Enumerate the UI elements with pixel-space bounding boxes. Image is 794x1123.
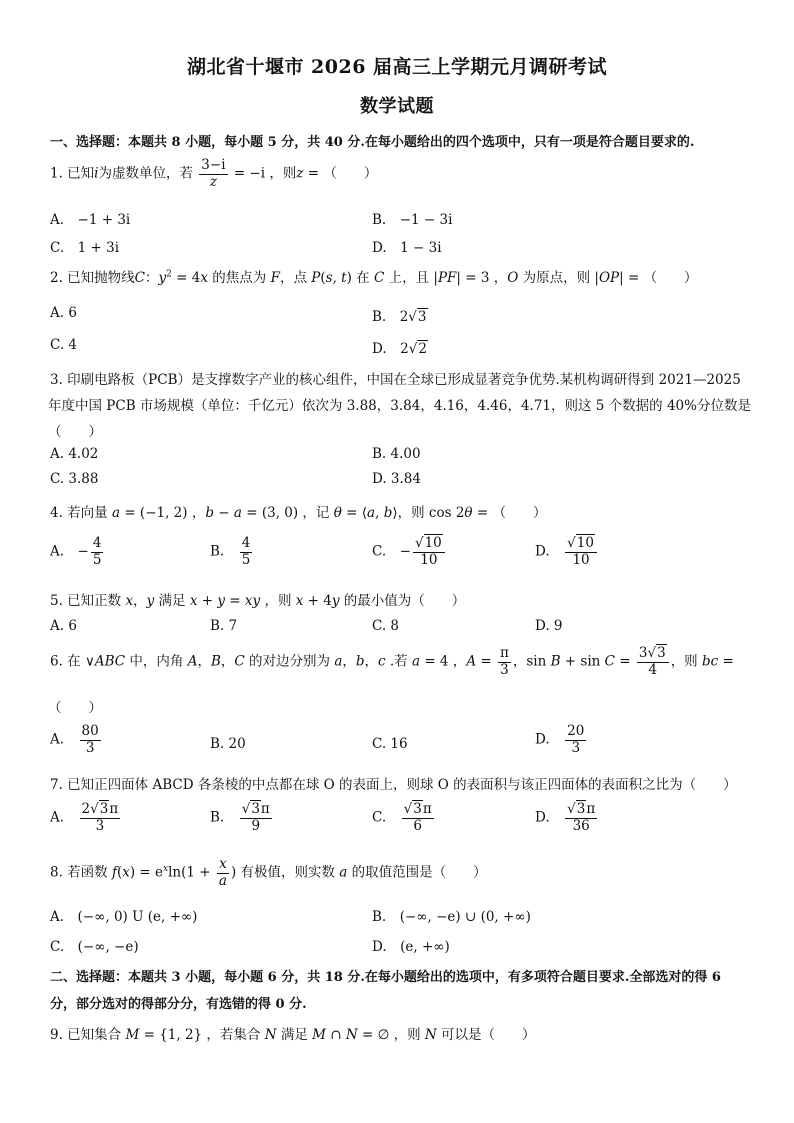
q7-option-d: D. $\frac{√3\pi}{36}$ — [535, 801, 596, 834]
document-title: 湖北省十堰市 2026 届高三上学期元月调研考试 — [186, 56, 608, 78]
q3-option-a: A. 4.02 — [50, 446, 99, 462]
q1-option-b: B. −1 − 3i — [372, 212, 453, 228]
question-9: 9. 已知集合 M = {1, 2} ，若集合 N 满足 M ∩ N = ∅ ，则 N 可以是（ ） — [50, 1027, 536, 1043]
q8-option-c: C. (−∞, −e) — [50, 939, 139, 955]
q5-option-c: C. 8 — [372, 618, 400, 634]
q4-option-c: C. − $\frac{√10}{10}$ — [372, 536, 447, 568]
question-4: 4. 若向量 a = (−1, 2) ，b − a = (3, 0) ，记 θ = ⟨a, b⟩，则 cos 2θ = （ ） — [50, 505, 547, 521]
q7-option-b: B. $\frac{√3\pi}{9}$ — [210, 801, 270, 834]
q5-option-b: B. 7 — [210, 618, 238, 634]
q7-option-c: C. $\frac{√3\pi}{6}$ — [372, 801, 432, 834]
q3-option-d: D. 3.84 — [372, 471, 421, 487]
question-3-line-1: 3. 印刷电路板（PCB）是支撑数字产业的核心组件，中国在全球已形成显著竞争优势.某机构调研得到 2021—2025 — [50, 372, 741, 388]
question-6-line-2: （ ） — [48, 700, 102, 716]
q6-option-c: C. 16 — [372, 736, 408, 752]
document-subtitle: 数学试题 — [360, 96, 434, 117]
q7-option-a: A. $\frac{2√3\pi}{3}$ — [50, 801, 119, 834]
q8-option-b: B. (−∞, −e) ∪ (0, +∞) — [372, 909, 531, 925]
q8-option-d: D. (e, +∞) — [372, 939, 450, 955]
q4-option-a: A. − $\frac{4}{5}$ — [50, 535, 102, 568]
question-7: 7. 已知正四面体 ABCD 各条棱的中点都在球 O 的表面上，则球 O 的表面积与该正四面体的表面积之比为（ ） — [50, 777, 737, 793]
q3-option-b: B. 4.00 — [372, 446, 421, 462]
q3-option-c: C. 3.88 — [50, 471, 99, 487]
question-3-line-3: （ ） — [48, 424, 102, 440]
question-5: 5. 已知正数 x，y 满足 x + y = xy ，则 x + 4y 的最小值为（ ） — [50, 593, 466, 609]
question-6: 6. 在 ∨ABC 中，内角 A，B，C 的对边分别为 a，b，c .若 a = 4 ，A = $\frac{\pi}{3}$ ，sin B + sin C = $\frac{3√3}{4}$ ，则 bc = — [50, 645, 734, 678]
question-8: 8. 若函数 $f(x) = e^x\ln(1$ + $\frac{x}{a}$ ) 有极值，则实数 a 的取值范围是（ ） — [50, 856, 487, 889]
q5-option-d: D. 9 — [535, 618, 563, 634]
q1-fraction: $\frac{3-i}{z}$ — [201, 157, 226, 190]
q1-option-d: D. 1 − 3i — [372, 240, 442, 256]
q6-option-d: D. $\frac{20}{3}$ — [535, 723, 585, 756]
q2-option-b: B. 2√3 — [372, 309, 427, 325]
q1-option-a: A. −1 + 3i — [50, 212, 131, 228]
q4-option-d: D. $\frac{√10}{10}$ — [535, 536, 599, 568]
question-2: 2. 已知抛物线C：$y^2 = 4x$ 的焦点为 F，点 P(s, t) 在 C 上，且 |PF| = 3 ，O 为原点，则 |OP| = （ ） — [50, 269, 698, 286]
q2-option-c: C. 4 — [50, 337, 78, 353]
q8-option-a: A. (−∞, 0) U (e, +∞) — [50, 909, 198, 925]
question-1: 1. 已知i为虚数单位，若 $\frac{3-i}{z}$ = −i ，则z = （ ） — [50, 157, 378, 190]
q6-option-b: B. 20 — [210, 736, 246, 752]
q2-option-a: A. 6 — [50, 305, 77, 321]
q2-option-d: D. 2√2 — [372, 341, 427, 357]
q1-option-c: C. 1 + 3i — [50, 240, 120, 256]
question-3-line-2: 年度中国 PCB 市场规模（单位：千亿元）依次为 3.88，3.84，4.16，4.46，4.71，则这 5 个数据的 40%分位数是 — [48, 398, 751, 414]
q5-option-a: A. 6 — [50, 618, 77, 634]
q4-option-b: B. $\frac{4}{5}$ — [210, 535, 251, 568]
section-1-header: 一、选择题：本题共 8 小题，每小题 5 分，共 40 分.在每小题给出的四个选项中，只有一项是符合题目要求的. — [50, 135, 695, 150]
q6-option-a: A. $\frac{80}{3}$ — [50, 723, 99, 756]
section-2-header: 二、选择题：本题共 3 小题，每小题 6 分，共 18 分.在每小题给出的选项中，有多项符合题目要求.全部选对的得 6 分，部分选对的得部分分，有选错的得 0 分. — [50, 970, 721, 1012]
